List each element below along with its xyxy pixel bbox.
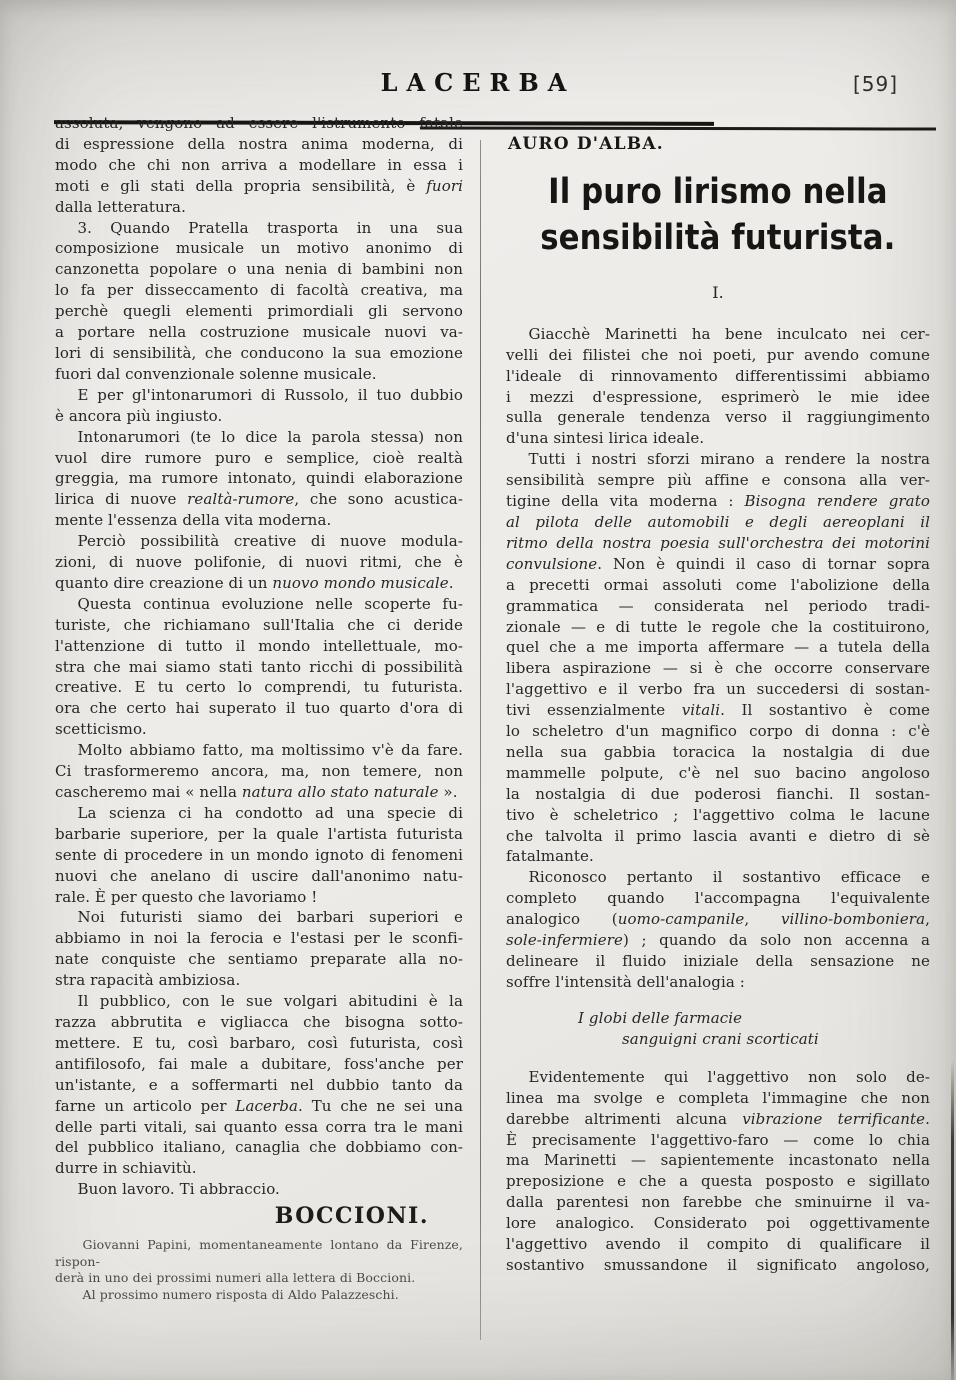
text-line: mente l'essenza della vita moderna. [55,511,332,530]
text-line: razza abbrutita e vigliacca che bisogna sotto- [55,1012,463,1031]
text-line: La scienza ci ha condotto ad una specie di [77,803,463,822]
text-line: Molto abbiamo fatto, ma moltissimo v'è da fare. [77,741,463,760]
text-line: stra che mai siamo stati tanto ricchi di possibilità [55,657,463,676]
text-line: Ci trasformeremo ancora, ma, non temere, non [55,762,463,781]
text-line: Noi futuristi siamo dei barbari superiori e [77,908,463,927]
article-title [506,169,930,261]
text-line: analogico (uomo-campanile, villino-bomboniera, [506,910,930,929]
paragraph [55,594,463,740]
text-line: dalla letteratura. [55,197,186,216]
text-line: soffre l'intensità dell'analogia : [506,972,745,991]
signature-boccioni: BOCCIONI. [274,1203,429,1230]
page-number: [59] [852,72,898,96]
paragraph [506,1067,930,1276]
text-line: nate conquiste che sentiamo preparate alla no- [55,950,463,969]
text-line: Riconosco pertanto il sostantivo efficace e [528,868,930,887]
text-line: rale. È per questo che lavoriamo ! [55,887,318,906]
verse-quote [578,1008,930,1050]
text-line: Evidentemente qui l'aggettivo non solo de- [528,1067,930,1086]
text-line: fatalmante. [506,847,594,866]
text-line: ora che certo hai superato il tuo quarto d'ora di [55,699,463,718]
text-line: sostantivo smussandone il significato angoloso, [506,1255,930,1274]
paragraph [55,1179,463,1200]
text-line: che talvolta il primo lascia avanti e dietro di sè [506,826,930,845]
text-line: nella sua gabbia toracica la nostalgia di due [506,742,930,761]
text-line: quel che a me importa affermare — a tutela della [506,638,930,657]
left-column-text [55,113,463,1200]
text-line: 3. Quando Pratella trasporta in una sua [77,218,463,237]
text-line: cascheremo mai « nella natura allo stato naturale ». [55,783,458,801]
text-line: canzonetta popolare o una nenia di bambini non [55,260,463,279]
text-line: barbarie superiore, per la quale l'artista futurista [55,824,463,843]
text-line: la nostalgia di due poderosi fianchi. Il sostan- [506,784,930,803]
text-line: ma Marinetti — sapientemente incastonato nella [506,1151,930,1170]
paragraph [55,1287,463,1304]
paragraph [55,427,463,532]
paragraph [55,803,463,908]
paragraph [506,867,930,992]
right-column [506,130,930,1276]
text-line: stra rapacità ambiziosa. [55,971,241,990]
text-line: l'aggettivo e il verbo fra un succedersi di sostan- [506,680,930,699]
left-column [55,113,463,1303]
text-line: sente di procedere in un mondo ignoto di fenomeni [55,845,463,864]
paragraph [55,218,463,385]
text-line: Al prossimo numero risposta di Aldo Palazzeschi. [82,1286,399,1302]
text-line: derà in uno dei prossimi numeri alla lettera di Boccioni. [55,1270,416,1286]
text-line: scetticismo. [55,720,147,739]
paragraph [55,531,463,594]
text-line: mammelle polpute, c'è nel suo bacino angoloso [506,763,930,782]
text-line: sole-infermiere) ; quando da solo non accenna a [506,931,930,950]
text-line: l'attenzione di tutto il mondo intellettuale, mo- [55,636,463,655]
text-line: zionale — e di tutte le regole che la costituirono, [506,617,930,636]
text-line: sensibilità sempre più affine e consona alla ver- [506,471,930,490]
text-line: composizione musicale un motivo anonimo di [55,239,463,258]
text-line: creative. E tu certo lo comprendi, tu futurista. [55,678,463,697]
text-line: al pilota delle automobili e degli aereoplani il [506,512,930,531]
journal-title: LACERBA [380,68,576,97]
text-line: Questa continua evoluzione nelle scoperte fu- [77,594,463,613]
text-line: ritmo della nostra poesia sull'orchestra dei motorini [506,533,930,552]
text-line: è ancora più ingiusto. [55,406,223,425]
text-line: lo fa per disseccamento di facoltà creativa, ma [55,281,463,300]
text-line: perchè quegli elementi primordiali gli servono [55,302,463,321]
text-line: libera aspirazione — si è che occorre conservare [506,659,930,678]
text-line: l'aggettivo avendo il compito di qualificare il [506,1235,930,1254]
text-line: convulsione. Non è quindi il caso di tornar sopra [506,554,930,573]
text-line: lirica di nuove realtà-rumore, che sono acustica- [55,490,463,509]
text-line: greggia, ma rumore intonato, quindi elaborazione [55,469,463,488]
text-line: farne un articolo per Lacerba. Tu che ne sei una [55,1096,463,1115]
text-line: durre in schiavitù. [55,1159,197,1178]
section-number: I. [712,282,724,302]
text-line: a precetti ormai assoluti come l'abolizione della [506,575,930,594]
text-line: Intonarumori (te lo dice la parola stessa) non [77,427,463,446]
text-line: quanto dire creazione di un nuovo mondo musicale. [55,573,454,592]
text-line: lo scheletro d'un magnifico corpo di donna : c'è [506,722,930,741]
text-line: l'ideale di rinnovamento differentissimi abbiamo [506,366,930,385]
text-line: a portare nella costruzione musicale nuovi va- [55,323,463,342]
text-line: Giovanni Papini, momentaneamente lontano da Firenze, rispon- [55,1237,463,1269]
text-line: modo che chi non arriva a modellare in essa i [55,155,463,174]
text-line: Giacchè Marinetti ha bene inculcato nei cer- [528,324,930,343]
text-line: vuol dire rumore puro e semplice, cioè realtà [55,448,463,467]
paragraph [506,324,930,449]
text-line: i mezzi d'espressione, esprimerò le mie idee [506,387,930,406]
text-line: velli dei filistei che noi poeti, pur avendo comune [506,345,930,364]
verse-line: sanguigni crani scorticati [622,1029,819,1048]
text-line: lori di sensibilità, che conducono la sua emozione [55,343,463,362]
text-line: di espressione della nostra anima moderna, di [55,134,463,153]
text-line: un'istante, e a soffermarti nel dubbio tanto da [55,1075,463,1094]
text-line: nuovi che anelano di uscire dall'anonimo natu- [55,866,463,885]
text-line: zioni, di nuove polifonie, di nuovi ritmi, che è [55,553,463,572]
text-line: del pubblico italiano, canaglia che dobbiamo con- [55,1138,463,1157]
text-line: delle parti vitali, sai quanto essa corra tra le mani [55,1117,463,1136]
paragraph [506,449,930,867]
text-line: antifilosofo, fai male a dubitare, foss'anche per [55,1054,463,1073]
text-line: assoluta, vengono ad essere l'istrumento fatale [55,114,463,132]
text-line: fuori dal convenzionale solenne musicale. [55,364,377,383]
text-line: completo quando l'accompagna l'equivalente [506,889,930,908]
author-name: AURO D'ALBA. [508,134,664,154]
page-edge-shadow [951,1060,954,1380]
column-divider-rule [480,140,481,1340]
text-line: sulla generale tendenza verso il raggiungimento [506,408,930,427]
text-line: darebbe altrimenti alcuna vibrazione terrificante. [506,1109,930,1128]
verse-line: I globi delle farmacie [578,1008,743,1027]
text-line: d'una sintesi lirica ideale. [506,429,705,448]
text-line: Buon lavoro. Ti abbraccio. [77,1180,280,1199]
text-line: dalla parentesi non farebbe che sminuirne il va- [506,1193,930,1212]
right-column-text [506,324,930,1276]
text-line: E per gl'intonarumori di Russolo, il tuo dubbio [77,385,463,404]
paragraph [55,991,463,1179]
paragraph [55,385,463,427]
text-line: abbiamo in noi la ferocia e l'estasi per le sconfi- [55,929,463,948]
text-line: tivi essenzialmente vitali. Il sostantivo è come [506,701,930,720]
text-line: turiste, che richiamano sull'Italia che ci deride [55,615,463,634]
text-line: Perciò possibilità creative di nuove modula- [77,532,463,551]
text-line: Tutti i nostri sforzi mirano a rendere la nostra [528,450,930,469]
text-line: lore analogico. Considerato poi oggettivamente [506,1214,930,1233]
text-line: È precisamente l'aggettivo-faro — come lo chia [506,1130,930,1149]
text-line: tivo è scheletrico ; l'aggettivo colma le lacune [506,805,930,824]
text-line: mettere. E tu, così barbaro, così futurista, così [55,1033,463,1052]
article-title-line-2: sensibilità futurista. [540,217,896,258]
paragraph [55,907,463,991]
text-line: grammatica — considerata nel periodo tradi- [506,596,930,615]
paragraph [55,113,463,218]
text-line: linea ma svolge e completa l'immagine che non [506,1088,930,1107]
article-title-line-1: Il puro lirismo nella [548,171,888,212]
text-line: preposizione e che a questa posposto e sigillato [506,1172,930,1191]
text-line: delineare il fluido iniziale della sensazione ne [506,952,930,970]
text-line: Il pubblico, con le sue volgari abitudini è la [77,992,463,1011]
text-line: moti e gli stati della propria sensibilità, è fuori [55,176,463,195]
paragraph [55,740,463,803]
paragraph [55,1237,463,1287]
text-line: tigine della vita moderna : Bisogna rendere grato [506,492,930,511]
editorial-footnote [55,1237,463,1303]
